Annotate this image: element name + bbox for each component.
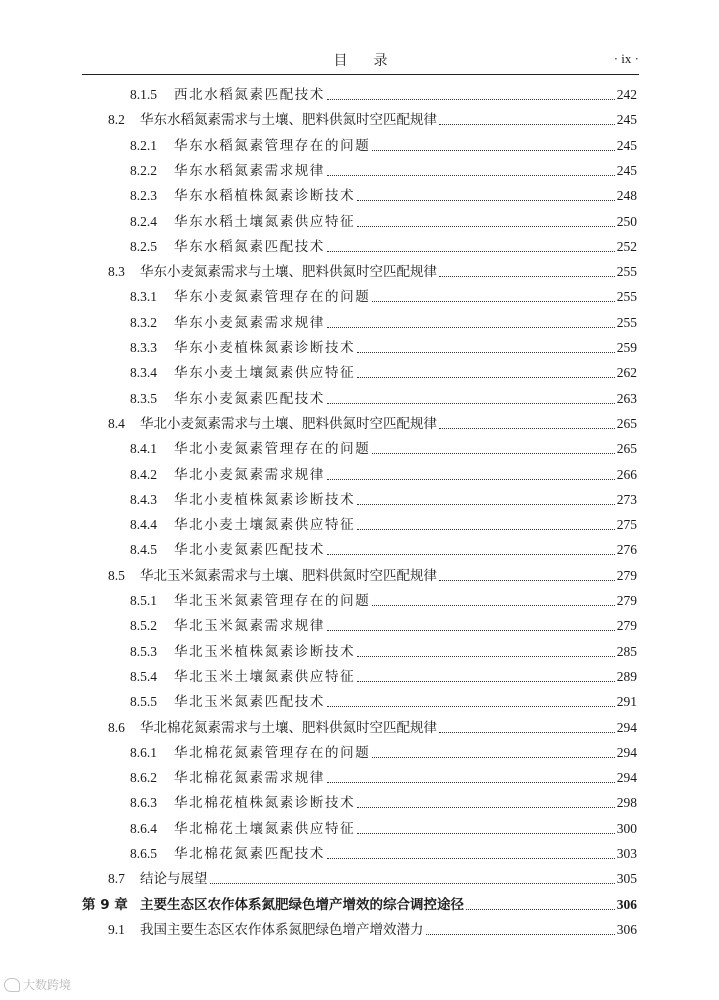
toc-entry-page: 275 [616, 517, 637, 533]
toc-dot-leader [327, 554, 615, 555]
toc-entry-number: 8.2.2 [130, 162, 157, 178]
toc-entry-page: 245 [616, 162, 637, 178]
toc-entry-title: 华东小麦氮素管理存在的问题 [174, 289, 371, 306]
toc-entry-page: 255 [616, 264, 637, 280]
toc-entry[interactable] [130, 286, 637, 308]
toc-entry-page: 306 [616, 896, 637, 912]
toc-entry-page: 294 [616, 719, 637, 735]
toc-entry-title: 华北棉花土壤氮素供应特征 [174, 820, 356, 837]
toc-entry-number: 8.6.1 [130, 744, 157, 760]
toc-entry-title: 华东小麦氮素需求与土壤、肥料供氮时空匹配规律 [140, 264, 437, 281]
toc-entry[interactable] [108, 565, 637, 587]
toc-entry-title: 华北小麦氮素管理存在的问题 [174, 441, 371, 458]
toc-dot-leader [372, 301, 614, 302]
toc-entry[interactable] [130, 615, 637, 637]
toc-entry[interactable] [130, 767, 637, 789]
toc-entry-number: 第 9 章 [82, 896, 128, 913]
toc-dot-leader [327, 99, 615, 100]
toc-entry[interactable] [130, 185, 637, 207]
toc-entry-number: 8.4.2 [130, 466, 157, 482]
toc-entry-page: 276 [616, 542, 637, 558]
toc-entry[interactable] [130, 337, 637, 359]
toc-entry-number: 8.6.3 [130, 795, 157, 811]
toc-entry[interactable] [108, 109, 637, 131]
toc-entry-title: 华北棉花氮素管理存在的问题 [174, 744, 371, 761]
toc-entry-page: 294 [616, 744, 637, 760]
toc-entry-title: 华东小麦氮素匹配技术 [174, 390, 325, 407]
toc-dot-leader [357, 807, 615, 808]
toc-entry-page: 248 [616, 188, 637, 204]
toc-dot-leader [327, 479, 615, 480]
toc-dot-leader [372, 757, 614, 758]
toc-entry-title: 华北小麦氮素需求与土壤、肥料供氮时空匹配规律 [140, 415, 437, 432]
toc-entry[interactable] [130, 464, 637, 486]
toc-entry-page: 255 [616, 289, 637, 305]
toc-entry[interactable] [130, 211, 637, 233]
toc-entry-title: 华北玉米氮素管理存在的问题 [174, 593, 371, 609]
toc-entry-page: 294 [616, 770, 637, 786]
toc-entry-page: 255 [616, 314, 637, 330]
toc-entry[interactable] [108, 868, 637, 890]
toc-entry[interactable] [130, 666, 637, 688]
toc-entry[interactable] [108, 919, 637, 941]
toc-entry-page: 242 [616, 87, 637, 102]
toc-entry-title: 华北棉花氮素需求与土壤、肥料供氮时空匹配规律 [140, 719, 437, 736]
toc-entry-page: 279 [616, 593, 637, 608]
toc-entry-number: 8.3 [108, 264, 125, 280]
toc-entry-number: 8.2 [108, 112, 125, 128]
toc-dot-leader [327, 175, 615, 176]
toc-entry[interactable] [130, 590, 637, 612]
toc-entry[interactable] [130, 843, 637, 865]
toc-entry[interactable] [108, 717, 637, 739]
toc-dot-leader [357, 656, 615, 657]
toc-entry-page: 279 [616, 618, 637, 634]
toc-entry-number: 8.4.3 [130, 491, 157, 507]
toc-entry[interactable] [130, 312, 637, 334]
toc-entry-number: 8.3.1 [130, 289, 157, 305]
toc-dot-leader [357, 504, 615, 505]
toc-dot-leader [210, 883, 615, 884]
toc-entry-page: 245 [616, 112, 637, 128]
toc-entry-title: 我国主要生态区农作体系氮肥绿色增产增效潜力 [140, 921, 424, 938]
toc-dot-leader [466, 909, 615, 910]
toc-entry-title: 华北棉花氮素需求规律 [174, 770, 325, 787]
toc-entry-number: 8.5.3 [130, 643, 157, 659]
toc-entry-number: 8.6.4 [130, 820, 157, 836]
toc-entry-title: 华东水稻土壤氮素供应特征 [174, 213, 356, 230]
toc-dot-leader [439, 428, 615, 429]
toc-entry[interactable] [82, 894, 637, 916]
toc-entry-page: 265 [616, 441, 637, 457]
toc-entry[interactable] [130, 691, 637, 713]
toc-dot-leader [372, 453, 614, 454]
toc-dot-leader [439, 276, 615, 277]
toc-entry[interactable] [130, 236, 637, 258]
toc-entry-title: 华北玉米氮素需求规律 [174, 618, 325, 635]
toc-entry-title: 华北玉米氮素需求与土壤、肥料供氮时空匹配规律 [140, 567, 437, 584]
toc-entry-page: 266 [616, 466, 637, 482]
toc-dot-leader [357, 377, 615, 378]
toc-entry-number: 8.3.3 [130, 340, 157, 355]
toc-entry[interactable] [130, 160, 637, 182]
toc-entry-number: 8.4.4 [130, 517, 157, 533]
toc-entry-number: 8.3.2 [130, 314, 157, 330]
toc-entry-page: 305 [616, 871, 637, 887]
watermark-logo-icon [4, 978, 20, 992]
toc-dot-leader [357, 529, 615, 530]
toc-entry[interactable] [130, 438, 637, 460]
toc-entry-title: 华北棉花植株氮素诊断技术 [174, 795, 356, 812]
toc-dot-leader [327, 251, 615, 252]
toc-entry-title: 华东水稻植株氮素诊断技术 [174, 188, 356, 205]
toc-entry[interactable] [130, 362, 637, 384]
watermark-text: 大数跨境 [23, 978, 72, 992]
toc-dot-leader [372, 605, 614, 606]
toc-dot-leader [327, 782, 615, 783]
toc-entry-title: 华北小麦氮素匹配技术 [174, 542, 325, 559]
toc-entry[interactable] [130, 641, 637, 663]
toc-entry-title: 华北玉米土壤氮素供应特征 [174, 668, 356, 685]
toc-entry-number: 8.2.4 [130, 213, 157, 229]
toc-dot-leader [357, 352, 615, 353]
toc-entry[interactable] [130, 388, 637, 410]
toc-dot-leader [426, 934, 615, 935]
toc-dot-leader [439, 732, 615, 733]
toc-entry[interactable] [130, 84, 637, 106]
toc-dot-leader [327, 858, 615, 859]
toc-entry-page: 252 [616, 238, 637, 254]
toc-dot-leader [357, 681, 615, 682]
toc-entry[interactable] [130, 539, 637, 561]
page-header [82, 44, 639, 75]
toc-entry-title: 华东水稻氮素需求与土壤、肥料供氮时空匹配规律 [140, 112, 437, 129]
toc-entry-title: 结论与展望 [140, 871, 208, 888]
toc-dot-leader [439, 580, 615, 581]
toc-entry-title: 华东水稻氮素管理存在的问题 [174, 137, 371, 154]
toc-entry-number: 8.6 [108, 719, 125, 735]
toc-entry-number: 8.5.1 [130, 593, 157, 608]
toc-dot-leader [372, 150, 614, 151]
toc-dot-leader [357, 833, 615, 834]
toc-entry[interactable] [130, 135, 637, 157]
toc-entry-page: 289 [616, 668, 637, 684]
toc-entry-title: 华北小麦土壤氮素供应特征 [174, 517, 356, 534]
header-page-number: · ix · [613, 51, 639, 66]
toc-entry-page: 262 [616, 365, 637, 381]
toc-entry-title: 华东小麦植株氮素诊断技术 [174, 340, 356, 356]
toc-dot-leader [327, 630, 615, 631]
toc-entry[interactable] [130, 792, 637, 814]
toc-dot-leader [327, 706, 615, 707]
toc-entry-title: 西北水稻氮素匹配技术 [174, 87, 325, 103]
toc-entry-page: 298 [616, 795, 637, 811]
toc-entry-title: 华北玉米植株氮素诊断技术 [174, 643, 356, 660]
toc-entry-page: 245 [616, 137, 637, 153]
toc-entry-title: 华东水稻氮素匹配技术 [174, 238, 325, 255]
toc-entry[interactable] [130, 489, 637, 511]
toc-entry[interactable] [130, 514, 637, 536]
toc-dot-leader [439, 124, 615, 125]
toc-entry-title: 华东小麦土壤氮素供应特征 [174, 365, 356, 382]
toc-entry-number: 8.6.5 [130, 846, 157, 861]
toc-entry-number: 9.1 [108, 921, 125, 937]
toc-entry-number: 8.2.3 [130, 188, 157, 204]
toc-entry[interactable] [108, 413, 637, 435]
toc-dot-leader [357, 226, 615, 227]
toc-entry-number: 8.1.5 [130, 87, 157, 102]
toc-dot-leader [327, 327, 615, 328]
toc-entry-number: 8.5 [108, 567, 125, 583]
toc-entry-title: 华北小麦氮素需求规律 [174, 466, 325, 483]
toc-entry-number: 8.2.1 [130, 137, 157, 153]
toc-entry-page: 303 [616, 846, 637, 861]
toc-entry-page: 250 [616, 213, 637, 229]
toc-entry-title: 华北小麦植株氮素诊断技术 [174, 491, 356, 508]
toc-entry-page: 259 [616, 340, 637, 355]
toc-entry-number: 8.4.1 [130, 441, 157, 457]
toc-dot-leader [327, 403, 615, 404]
toc-entry[interactable] [130, 742, 637, 764]
toc-entry[interactable] [108, 261, 637, 283]
toc-entry-page: 300 [616, 820, 637, 836]
header-title: 目录 [333, 53, 414, 69]
toc-entry-number: 8.5.5 [130, 694, 157, 710]
toc-entry-number: 8.5.2 [130, 618, 157, 634]
toc-entry-number: 8.4 [108, 415, 125, 431]
toc-entry-title: 华东水稻氮素需求规律 [174, 162, 325, 179]
toc-entry-page: 265 [616, 415, 637, 431]
toc-entry-title: 华北玉米氮素匹配技术 [174, 694, 325, 711]
toc-dot-leader [357, 200, 615, 201]
toc-entry-title: 华东小麦氮素需求规律 [174, 314, 325, 331]
toc-entry-title: 华北棉花氮素匹配技术 [174, 846, 325, 862]
toc-entry-page: 263 [616, 390, 637, 406]
toc-entry-page: 285 [616, 643, 637, 659]
toc-entry-number: 8.4.5 [130, 542, 157, 558]
watermark [4, 976, 71, 993]
toc-entry-number: 8.5.4 [130, 668, 157, 684]
toc-entry-title: 主要生态区农作体系氮肥绿色增产增效的综合调控途径 [140, 896, 464, 913]
toc-entry-number: 8.2.5 [130, 238, 157, 254]
toc-entry-number: 8.3.5 [130, 390, 157, 406]
toc-entry-number: 8.6.2 [130, 770, 157, 786]
toc-entry-page: 291 [616, 694, 637, 710]
toc-entry-page: 279 [616, 567, 637, 583]
toc-entry-number: 8.7 [108, 871, 125, 887]
toc-entry[interactable] [130, 818, 637, 840]
toc-entry-page: 273 [616, 491, 637, 507]
toc-entry-number: 8.3.4 [130, 365, 157, 381]
toc-entry-page: 306 [616, 921, 637, 937]
